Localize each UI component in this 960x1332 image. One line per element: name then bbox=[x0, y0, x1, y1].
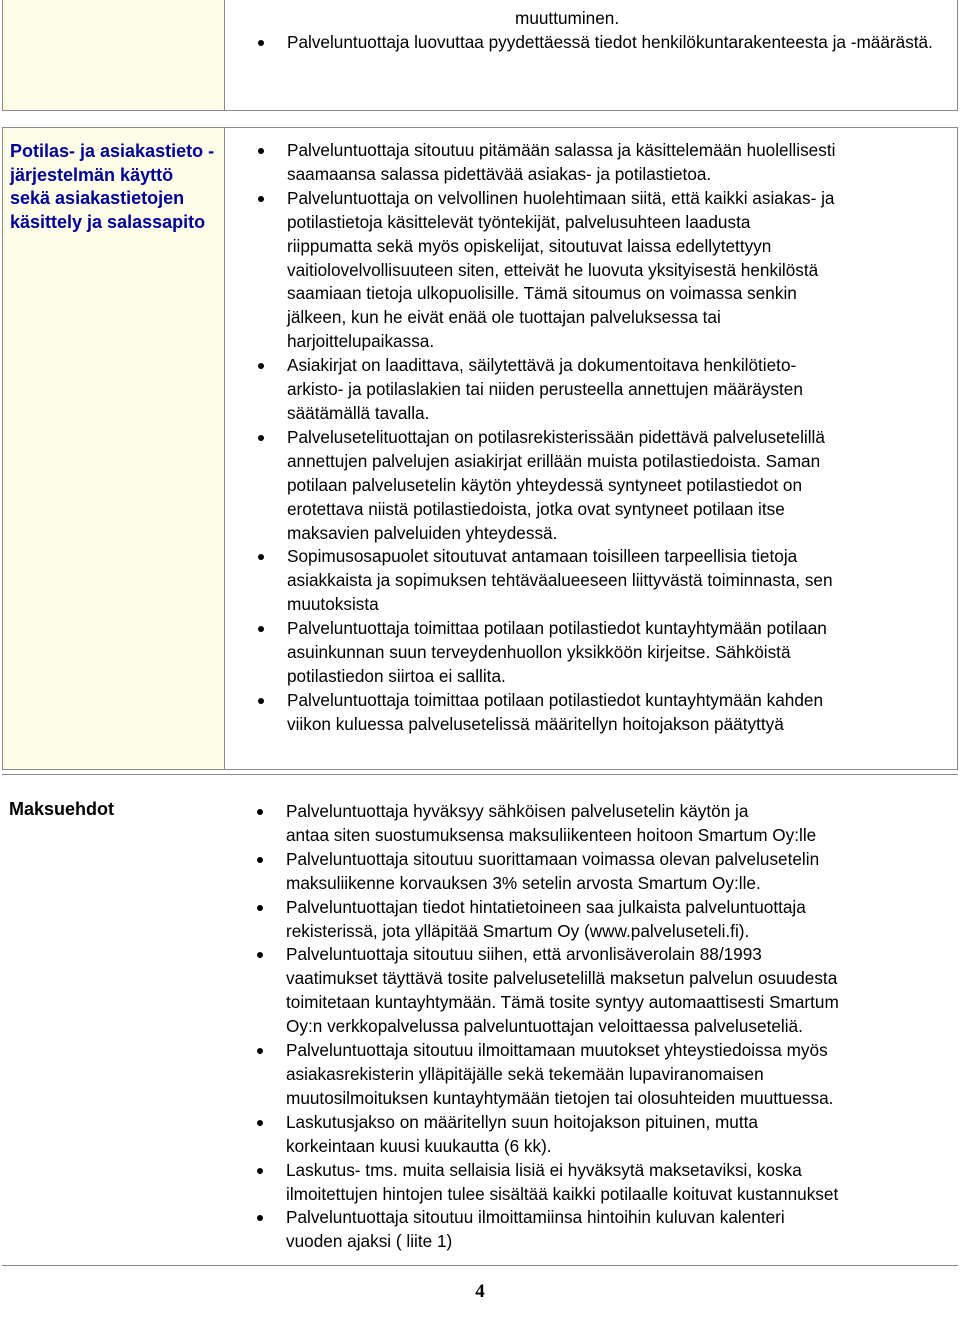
list-item: Palveluntuottaja sitoutuu ilmoittamiinsa hintoihin kuluvan kalenteri vuoden ajaksi ( liite 1) bbox=[224, 1206, 952, 1254]
list-item: Palveluntuottaja luovuttaa pyydettäessä tiedot henkilökuntarakenteesta ja -määrästä. bbox=[225, 31, 951, 55]
list-item: Asiakirjat on laadittava, säilytettävä ja dokumentoitava henkilötieto- arkisto- ja potilaslakien tai niiden perusteella annettujen määräysten säätämällä tavalla. bbox=[225, 354, 951, 426]
content-cell-payment bbox=[224, 775, 958, 1265]
list-item: Palveluntuottaja hyväksyy sähköisen palvelusetelin käytön ja antaa siten suostumuksensa maksuliikenteen hoitoon Smartum Oy:lle bbox=[224, 800, 952, 848]
content-cell-top bbox=[225, 0, 957, 110]
bullet-icon bbox=[258, 698, 264, 704]
list-item: Palvelusetelituottajan on potilasrekisterissään pidettävä palvelusetelillä annettujen palvelujen asiakirjat erillään muista potilastiedoista. Saman potilaan palvelusetelin käytön yhteydessä syntyneet potilastiedot on erotettava niistä potilastiedoista, jotka ovat syntyneet potilaan itse maksavien palveluiden yhteydessä. bbox=[225, 426, 951, 546]
list-item: Palveluntuottaja sitoutuu siihen, että arvonlisäverolain 88/1993 vaatimukset täyttävä tosite palvelusetelillä maksetun palvelun osuudesta toimitetaan kuntayhtymään. Tämä tosite syntyy automaattisesti Smartum Oy:n verkkopalvelussa palveluntuottajan veloittaessa palveluseteliä. bbox=[224, 943, 952, 1039]
section-heading-payment: Maksuehdot bbox=[9, 799, 115, 819]
list-item: Palveluntuottaja toimittaa potilaan potilastiedot kuntayhtymään kahden viikon kuluessa palvelusetelissä määritellyn hoitojakson päätyttyä bbox=[225, 689, 951, 737]
bullet-icon bbox=[257, 1168, 263, 1174]
bullet-icon bbox=[258, 40, 264, 46]
list-item: Palveluntuottaja sitoutuu pitämään salassa ja käsittelemään huolellisesti saamaansa salassa pidettävää asiakas- ja potilastietoa. bbox=[225, 139, 951, 187]
table-privacy-row bbox=[2, 127, 958, 770]
bullet-list-payment bbox=[224, 800, 952, 1254]
section-payment bbox=[2, 775, 958, 1266]
list-item: Palveluntuottaja on velvollinen huolehtimaan siitä, että kaikki asiakas- ja potilastietoja käsittelevät työntekijät, palvelusuhteen laadusta riippumatta sekä myös opiskelijat, sitoutuvat laissa edellytettyyn vaitiolovelvollisuuteen siten, etteivät he luovuta yksityisestä henkilöstä saamiaan tietoja ulkopuolisille. Tämä sitoumus on voimassa senkin jälkeen, kun he eivät enää ole tuottajan palveluksessa tai harjoittelupaikassa. bbox=[225, 187, 951, 354]
bullet-icon bbox=[257, 809, 263, 815]
bullet-list-privacy bbox=[225, 139, 951, 737]
list-item: Laskutusjakso on määritellyn suun hoitojakson pituinen, mutta korkeintaan kuusi kuukautta (6 kk). bbox=[224, 1111, 952, 1159]
bullet-icon bbox=[258, 435, 264, 441]
bullet-icon bbox=[257, 952, 263, 958]
content-cell-privacy bbox=[225, 128, 957, 769]
list-item: Sopimusosapuolet sitoutuvat antamaan toisilleen tarpeellisia tietoja asiakkaista ja sopimuksen tehtäväalueeseen liittyvästä toiminnasta, sen muutoksista bbox=[225, 545, 951, 617]
label-cell-payment bbox=[2, 775, 224, 1265]
bullet-icon bbox=[257, 1215, 263, 1221]
bullet-icon bbox=[257, 1120, 263, 1126]
bullet-icon bbox=[258, 363, 264, 369]
page-number: 4 bbox=[475, 1281, 485, 1302]
list-item: Palveluntuottaja toimittaa potilaan potilastiedot kuntayhtymään potilaan asuinkunnan suun terveydenhuollon yksikköön kirjeitse. Sähköistä potilastiedon siirtoa ei sallita. bbox=[225, 617, 951, 689]
bullet-icon bbox=[258, 554, 264, 560]
continued-text: muuttuminen. bbox=[515, 8, 620, 28]
list-item: Palveluntuottaja sitoutuu ilmoittamaan muutokset yhteystiedoissa myös asiakasrekisterin ylläpitäjälle sekä tekemään lupaviranomaisen muutosilmoituksen kuntayhtymään tietojen tai olosuhteiden muuttuessa. bbox=[224, 1039, 952, 1111]
bullet-icon bbox=[257, 857, 263, 863]
bullet-icon bbox=[257, 1048, 263, 1054]
list-item: Laskutus- tms. muita sellaisia lisiä ei hyväksytä maksetaviksi, koska ilmoitettujen hintojen tulee sisältää kaikki potilaalle koituvat kustannukset bbox=[224, 1159, 952, 1207]
list-item: Palveluntuottaja sitoutuu suorittamaan voimassa olevan palvelusetelin maksuliikenne korvauksen 3% setelin arvosta Smartum Oy:lle. bbox=[224, 848, 952, 896]
section-heading-privacy: Potilas- ja asiakastieto - järjestelmän käyttö sekä asiakastietojen käsittely ja salassapito bbox=[10, 141, 215, 232]
label-cell-empty bbox=[3, 0, 225, 110]
bullet-list-top bbox=[225, 31, 951, 55]
bullet-icon bbox=[257, 905, 263, 911]
list-item: Palveluntuottajan tiedot hintatietoineen saa julkaista palveluntuottaja rekisterissä, jota ylläpitää Smartum Oy (www.palveluseteli.fi). bbox=[224, 896, 952, 944]
bullet-icon bbox=[258, 148, 264, 154]
table-top-row bbox=[2, 0, 958, 111]
bullet-icon bbox=[258, 196, 264, 202]
bullet-icon bbox=[258, 626, 264, 632]
label-cell-privacy bbox=[3, 128, 225, 769]
